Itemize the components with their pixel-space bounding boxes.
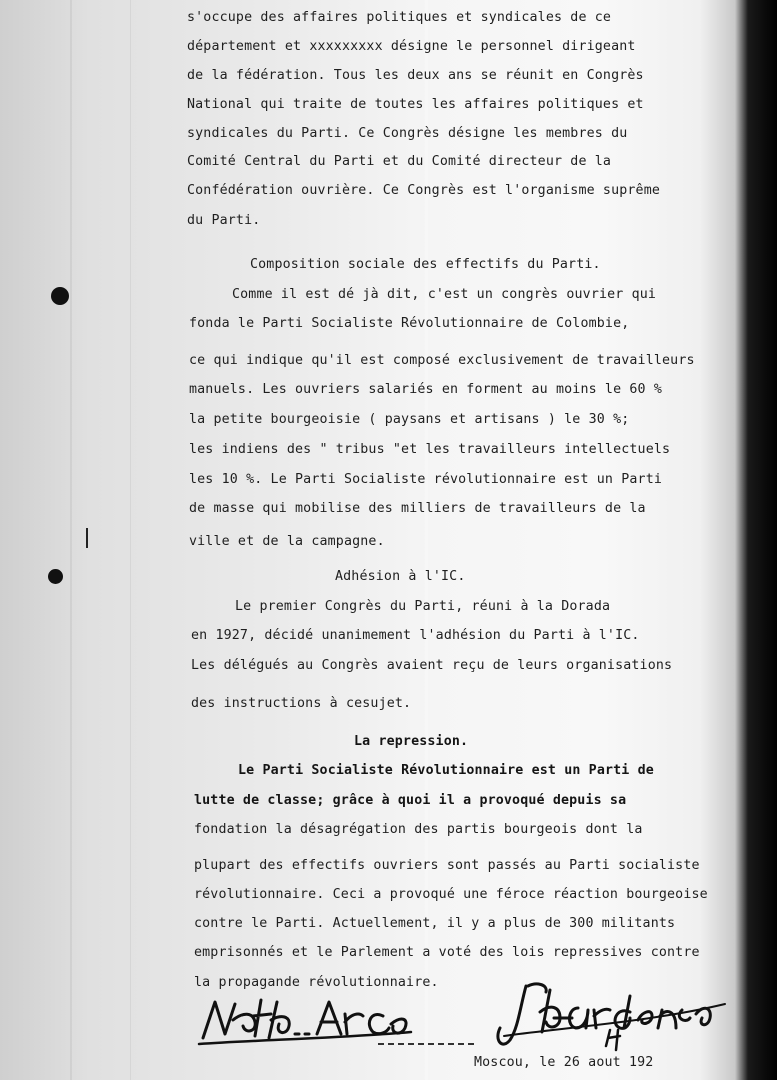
text-line: plupart des effectifs ouvriers sont passés au Parti socialiste bbox=[194, 858, 700, 873]
text-line: ville et de la campagne. bbox=[189, 534, 385, 549]
section-heading: Adhésion à l'IC. bbox=[335, 569, 466, 584]
text-line: de masse qui mobilise des milliers de travailleurs de la bbox=[189, 501, 646, 516]
section-heading: Composition sociale des effectifs du Parti. bbox=[250, 257, 601, 272]
text-line: Confédération ouvrière. Ce Congrès est l'organisme suprême bbox=[187, 183, 661, 198]
text-line: des instructions à cesujet. bbox=[191, 696, 412, 711]
text-line: la petite bourgeoisie ( paysans et artisans ) le 30 %; bbox=[189, 412, 630, 427]
text-line: Les délégués au Congrès avaient reçu de leurs organisations bbox=[191, 658, 673, 673]
text-line: fonda le Parti Socialiste Révolutionnaire de Colombie, bbox=[189, 316, 630, 331]
punch-hole bbox=[51, 287, 69, 305]
text-line: Le Parti Socialiste Révolutionnaire est un Parti de bbox=[238, 763, 654, 778]
text-line: ce qui indique qu'il est composé exclusivement de travailleurs bbox=[189, 353, 695, 368]
scan-mark bbox=[86, 528, 88, 548]
text-line: de la fédération. Tous les deux ans se réunit en Congrès bbox=[187, 68, 644, 83]
text-line: lutte de classe; grâce à quoi il a provoqué depuis sa bbox=[194, 793, 627, 808]
film-streak bbox=[130, 0, 131, 1080]
text-line: s'occupe des affaires politiques et syndicales de ce bbox=[187, 10, 612, 25]
text-line: contre le Parti. Actuellement, il y a plus de 300 militants bbox=[194, 916, 676, 931]
place-date: Moscou, le 26 aout 192 bbox=[474, 1055, 654, 1070]
text-line: syndicales du Parti. Ce Congrès désigne les membres du bbox=[187, 126, 628, 141]
text-line: en 1927, décidé unanimement l'adhésion du Parti à l'IC. bbox=[191, 628, 640, 643]
text-line: révolutionnaire. Ceci a provoqué une féroce réaction bourgeoise bbox=[194, 887, 708, 902]
text-line: département et xxxxxxxxx désigne le personnel dirigeant bbox=[187, 39, 636, 54]
text-line: Comité Central du Parti et du Comité directeur de la bbox=[187, 154, 612, 169]
signature-left bbox=[195, 990, 415, 1050]
punch-hole bbox=[48, 569, 63, 584]
text-line: du Parti. bbox=[187, 213, 261, 228]
text-line: manuels. Les ouvriers salariés en forment au moins le 60 % bbox=[189, 382, 663, 397]
text-line: la propagande révolutionnaire. bbox=[194, 975, 439, 990]
signature-right bbox=[490, 978, 735, 1058]
text-line: fondation la désagrégation des partis bourgeois dont la bbox=[194, 822, 643, 837]
divider bbox=[378, 1043, 474, 1045]
text-line: emprisonnés et le Parlement a voté des lois repressives contre bbox=[194, 945, 700, 960]
text-line: National qui traite de toutes les affaires politiques et bbox=[187, 97, 644, 112]
film-streak bbox=[70, 0, 72, 1080]
section-heading: La repression. bbox=[354, 734, 469, 749]
text-line: les 10 %. Le Parti Socialiste révolutionnaire est un Parti bbox=[189, 472, 663, 487]
text-line: les indiens des " tribus "et les travailleurs intellectuels bbox=[189, 442, 671, 457]
text-line: Le premier Congrès du Parti, réuni à la Dorada bbox=[235, 599, 611, 614]
text-line: Comme il est dé jà dit, c'est un congrès ouvrier qui bbox=[232, 287, 657, 302]
